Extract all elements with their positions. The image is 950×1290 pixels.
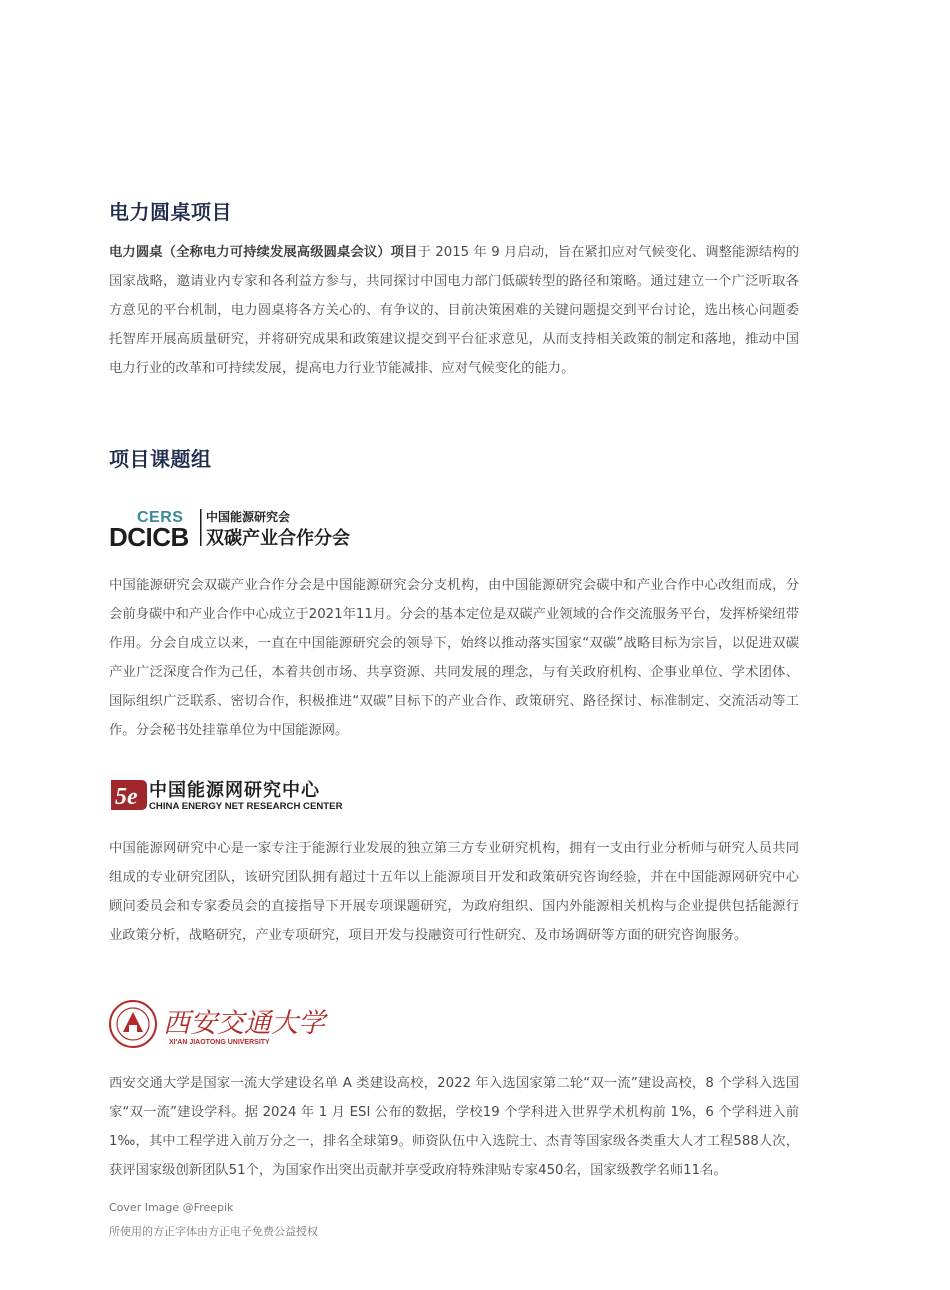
section-title-project-team: 项目课题组 bbox=[109, 447, 212, 471]
cover-image-credit: Cover Image @Freepik bbox=[109, 1201, 234, 1214]
cenrc-logo bbox=[109, 776, 359, 814]
xjtu-logo bbox=[109, 998, 325, 1050]
cers-logo-text: CERS bbox=[137, 509, 184, 526]
section-title-power-roundtable: 电力圆桌项目 bbox=[109, 200, 232, 224]
xjtu-logo-cn: 西安交通大学 bbox=[163, 1008, 325, 1039]
org2-description: 中国能源网研究中心是一家专注于能源行业发展的独立第三方专业研究机构，拥有一支由行业分析师与研究人员共同组成的专业研究团队，该研究团队拥有超过十五年以上能源项目开发和政策研究咨询经验，并在中国能源网研究中心顾问委员会和专家委员会的直接指导下开展专项课题研究，为政府组织、国内外能源相关机构与企业提供包括能源行业政策分析，战略研究，产业专项研究，项目开发与投融资可行性研究、及市场调研等方面的研究咨询服务。 bbox=[109, 841, 799, 943]
cenrc-logo-cn: 中国能源网研究中心 bbox=[149, 780, 320, 801]
power-roundtable-description bbox=[109, 238, 799, 383]
org3-description: 西安交通大学是国家一流大学建设名单 A 类建设高校，2022 年入选国家第二轮“双一流”建设高校，8 个学科入选国家“双一流”建设学科。据 2024 年 1 月 ESI 公布的数据，学校19 个学科进入世界学术机构前 1%，6 个学科进入前 1‰，其中工程学进入前万分之一，排名全球第9。师资队伍中入选院士、杰青等国家级各类重大人才工程588人次，获评国家级创新团队51个，为国家作出突出贡献并享受政府特殊津贴专家450名，国家级教学名师11名。 bbox=[109, 1076, 799, 1178]
power-roundtable-body: 于 2015 年 9 月启动，旨在紧扣应对气候变化、调整能源结构的国家战略，邀请业内专家和各利益方参与，共同探讨中国电力部门低碳转型的路径和策略。通过建立一个广泛听取各方意见的平台机制，电力圆桌将各方关心的、有争议的、目前决策困难的关键问题提交到平台讨论，选出核心问题委托智库开展高质量研究，并将研究成果和政策建议提交到平台征求意见，从而支持相关政策的制定和落地，推动中国电力行业的改革和可持续发展，提高电力行业节能减排、应对气候变化的能力。 bbox=[109, 245, 799, 376]
dcicb-logo-text: DCICB bbox=[109, 522, 189, 552]
font-license-note: 所使用的方正字体由方正电子免费公益授权 bbox=[109, 1225, 318, 1238]
cenrc-logo-en: CHINA ENERGY NET RESEARCH CENTER bbox=[149, 801, 343, 812]
xjtu-logo-en: XI'AN JIAOTONG UNIVERSITY bbox=[169, 1039, 270, 1046]
cenrc-logo-mark: 5e bbox=[115, 784, 138, 810]
org1-description: 中国能源研究会双碳产业合作分会是中国能源研究会分支机构，由中国能源研究会碳中和产业合作中心改组而成，分会前身碳中和产业合作中心成立于2021年11月。分会的基本定位是双碳产业领域的合作交流服务平台，发挥桥梁纽带作用。分会自成立以来，一直在中国能源研究会的领导下，始终以推动落实国家“双碳”战略目标为宗旨，以促进双碳产业广泛深度合作为己任，本着共创市场、共享资源、共同发展的理念，与有关政府机构、企事业单位、学术团体、国际组织广泛联系、密切合作，积极推进“双碳”目标下的产业合作、政策研究、路径探讨、标准制定、交流活动等工作。分会秘书处挂靠单位为中国能源网。 bbox=[109, 578, 799, 738]
cers-cn-small: 中国能源研究会 bbox=[206, 510, 291, 524]
cers-cn-big: 双碳产业合作分会 bbox=[206, 528, 350, 549]
logo-divider bbox=[200, 509, 202, 546]
power-roundtable-lead: 电力圆桌（全称电力可持续发展高级圆桌会议）项目 bbox=[109, 245, 418, 260]
xjtu-seal-gate bbox=[129, 1025, 137, 1032]
cers-dcicb-logo bbox=[109, 506, 369, 552]
